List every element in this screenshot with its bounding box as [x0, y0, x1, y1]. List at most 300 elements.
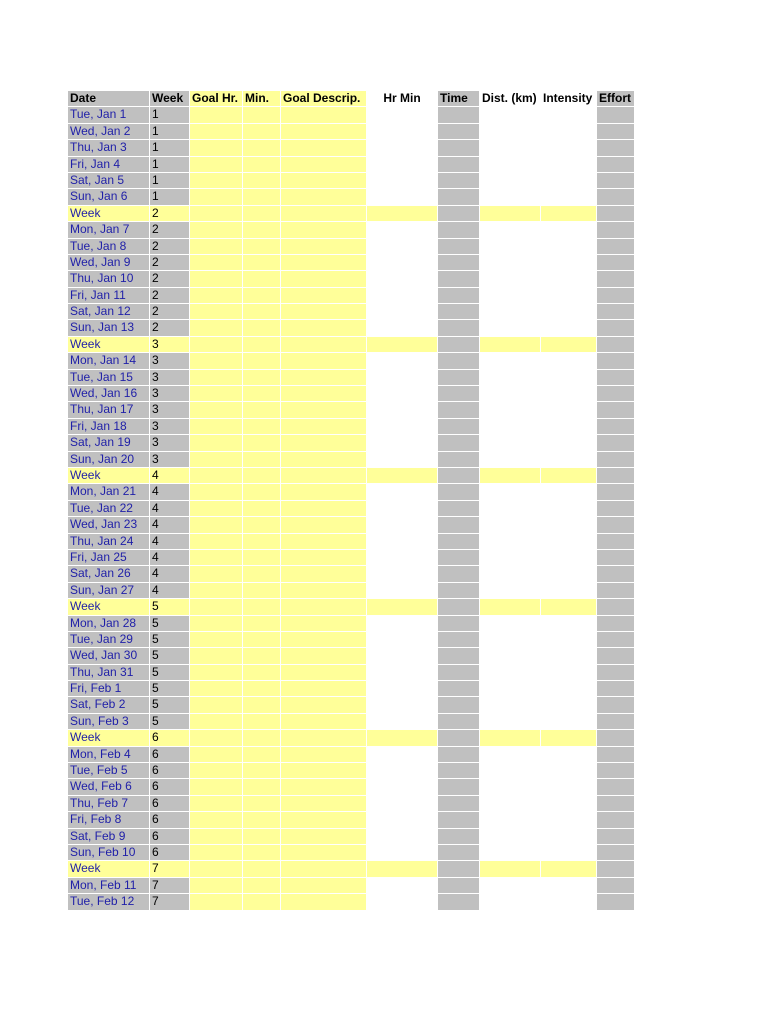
- cell-date[interactable]: Week: [68, 730, 150, 746]
- cell-hr-min[interactable]: [367, 353, 438, 369]
- cell-effort[interactable]: [597, 681, 635, 697]
- cell-intensity[interactable]: [541, 681, 597, 697]
- cell-effort[interactable]: [597, 796, 635, 812]
- cell-intensity[interactable]: [541, 337, 597, 353]
- cell-goal-min[interactable]: [243, 599, 281, 615]
- cell-goal-hr[interactable]: [190, 484, 243, 500]
- cell-goal-hr[interactable]: [190, 665, 243, 681]
- cell-intensity[interactable]: [541, 517, 597, 533]
- cell-hr-min[interactable]: [367, 665, 438, 681]
- cell-dist-km[interactable]: [480, 173, 541, 189]
- cell-hr-min[interactable]: [367, 697, 438, 713]
- cell-week[interactable]: 3: [150, 419, 190, 435]
- cell-week[interactable]: 6: [150, 730, 190, 746]
- cell-intensity[interactable]: [541, 353, 597, 369]
- cell-date[interactable]: Wed, Jan 16: [68, 386, 150, 402]
- cell-time[interactable]: [438, 894, 480, 910]
- cell-intensity[interactable]: [541, 616, 597, 632]
- cell-dist-km[interactable]: [480, 845, 541, 861]
- cell-hr-min[interactable]: [367, 337, 438, 353]
- cell-effort[interactable]: [597, 353, 635, 369]
- cell-week[interactable]: 7: [150, 894, 190, 910]
- cell-time[interactable]: [438, 435, 480, 451]
- cell-intensity[interactable]: [541, 419, 597, 435]
- cell-goal-hr[interactable]: [190, 452, 243, 468]
- cell-date[interactable]: Mon, Jan 7: [68, 222, 150, 238]
- cell-intensity[interactable]: [541, 829, 597, 845]
- cell-time[interactable]: [438, 370, 480, 386]
- cell-intensity[interactable]: [541, 747, 597, 763]
- cell-date[interactable]: Fri, Jan 4: [68, 157, 150, 173]
- cell-goal-descrip[interactable]: [281, 779, 367, 795]
- cell-date[interactable]: Thu, Jan 10: [68, 271, 150, 287]
- cell-effort[interactable]: [597, 714, 635, 730]
- cell-hr-min[interactable]: [367, 812, 438, 828]
- cell-week[interactable]: 1: [150, 124, 190, 140]
- cell-hr-min[interactable]: [367, 124, 438, 140]
- cell-week[interactable]: 2: [150, 320, 190, 336]
- cell-effort[interactable]: [597, 255, 635, 271]
- cell-goal-descrip[interactable]: [281, 222, 367, 238]
- cell-goal-hr[interactable]: [190, 779, 243, 795]
- cell-goal-hr[interactable]: [190, 599, 243, 615]
- cell-date[interactable]: Fri, Feb 8: [68, 812, 150, 828]
- cell-time[interactable]: [438, 402, 480, 418]
- cell-time[interactable]: [438, 697, 480, 713]
- cell-dist-km[interactable]: [480, 386, 541, 402]
- cell-hr-min[interactable]: [367, 419, 438, 435]
- cell-goal-min[interactable]: [243, 386, 281, 402]
- cell-date[interactable]: Fri, Feb 1: [68, 681, 150, 697]
- cell-time[interactable]: [438, 157, 480, 173]
- cell-hr-min[interactable]: [367, 861, 438, 877]
- cell-goal-descrip[interactable]: [281, 288, 367, 304]
- cell-week[interactable]: 5: [150, 697, 190, 713]
- header-intensity[interactable]: Intensity: [541, 91, 597, 107]
- cell-date[interactable]: Sat, Feb 2: [68, 697, 150, 713]
- cell-week[interactable]: 4: [150, 517, 190, 533]
- cell-time[interactable]: [438, 271, 480, 287]
- cell-dist-km[interactable]: [480, 452, 541, 468]
- cell-dist-km[interactable]: [480, 714, 541, 730]
- cell-effort[interactable]: [597, 878, 635, 894]
- cell-week[interactable]: 6: [150, 779, 190, 795]
- cell-time[interactable]: [438, 779, 480, 795]
- cell-goal-hr[interactable]: [190, 255, 243, 271]
- cell-week[interactable]: 5: [150, 616, 190, 632]
- cell-effort[interactable]: [597, 550, 635, 566]
- cell-date[interactable]: Tue, Jan 8: [68, 239, 150, 255]
- cell-hr-min[interactable]: [367, 435, 438, 451]
- cell-goal-min[interactable]: [243, 812, 281, 828]
- cell-goal-min[interactable]: [243, 501, 281, 517]
- cell-goal-min[interactable]: [243, 730, 281, 746]
- cell-week[interactable]: 1: [150, 173, 190, 189]
- cell-hr-min[interactable]: [367, 829, 438, 845]
- cell-effort[interactable]: [597, 861, 635, 877]
- cell-dist-km[interactable]: [480, 779, 541, 795]
- cell-intensity[interactable]: [541, 468, 597, 484]
- cell-intensity[interactable]: [541, 157, 597, 173]
- cell-dist-km[interactable]: [480, 189, 541, 205]
- cell-hr-min[interactable]: [367, 452, 438, 468]
- cell-goal-min[interactable]: [243, 878, 281, 894]
- cell-week[interactable]: 7: [150, 878, 190, 894]
- cell-week[interactable]: 5: [150, 632, 190, 648]
- cell-goal-descrip[interactable]: [281, 255, 367, 271]
- cell-goal-hr[interactable]: [190, 271, 243, 287]
- cell-effort[interactable]: [597, 419, 635, 435]
- cell-effort[interactable]: [597, 124, 635, 140]
- cell-week[interactable]: 6: [150, 845, 190, 861]
- cell-week[interactable]: 4: [150, 534, 190, 550]
- cell-hr-min[interactable]: [367, 173, 438, 189]
- cell-dist-km[interactable]: [480, 140, 541, 156]
- cell-time[interactable]: [438, 829, 480, 845]
- cell-time[interactable]: [438, 632, 480, 648]
- cell-hr-min[interactable]: [367, 845, 438, 861]
- cell-dist-km[interactable]: [480, 157, 541, 173]
- cell-goal-hr[interactable]: [190, 386, 243, 402]
- cell-goal-min[interactable]: [243, 583, 281, 599]
- cell-goal-min[interactable]: [243, 861, 281, 877]
- cell-effort[interactable]: [597, 288, 635, 304]
- cell-time[interactable]: [438, 517, 480, 533]
- cell-goal-hr[interactable]: [190, 747, 243, 763]
- cell-goal-hr[interactable]: [190, 845, 243, 861]
- cell-goal-descrip[interactable]: [281, 370, 367, 386]
- cell-intensity[interactable]: [541, 386, 597, 402]
- cell-goal-min[interactable]: [243, 665, 281, 681]
- cell-hr-min[interactable]: [367, 288, 438, 304]
- cell-date[interactable]: Tue, Jan 15: [68, 370, 150, 386]
- cell-intensity[interactable]: [541, 632, 597, 648]
- cell-time[interactable]: [438, 419, 480, 435]
- cell-effort[interactable]: [597, 730, 635, 746]
- cell-dist-km[interactable]: [480, 730, 541, 746]
- cell-intensity[interactable]: [541, 124, 597, 140]
- cell-time[interactable]: [438, 665, 480, 681]
- cell-effort[interactable]: [597, 894, 635, 910]
- cell-dist-km[interactable]: [480, 337, 541, 353]
- cell-time[interactable]: [438, 747, 480, 763]
- cell-goal-min[interactable]: [243, 157, 281, 173]
- cell-dist-km[interactable]: [480, 763, 541, 779]
- cell-intensity[interactable]: [541, 845, 597, 861]
- cell-effort[interactable]: [597, 140, 635, 156]
- cell-goal-min[interactable]: [243, 714, 281, 730]
- cell-time[interactable]: [438, 599, 480, 615]
- cell-dist-km[interactable]: [480, 599, 541, 615]
- cell-goal-descrip[interactable]: [281, 829, 367, 845]
- cell-goal-min[interactable]: [243, 796, 281, 812]
- cell-intensity[interactable]: [541, 140, 597, 156]
- cell-effort[interactable]: [597, 812, 635, 828]
- cell-goal-descrip[interactable]: [281, 337, 367, 353]
- cell-time[interactable]: [438, 714, 480, 730]
- cell-hr-min[interactable]: [367, 681, 438, 697]
- cell-dist-km[interactable]: [480, 648, 541, 664]
- cell-goal-hr[interactable]: [190, 894, 243, 910]
- cell-dist-km[interactable]: [480, 124, 541, 140]
- cell-hr-min[interactable]: [367, 566, 438, 582]
- cell-date[interactable]: Week: [68, 206, 150, 222]
- cell-goal-min[interactable]: [243, 189, 281, 205]
- cell-goal-descrip[interactable]: [281, 271, 367, 287]
- cell-goal-hr[interactable]: [190, 124, 243, 140]
- cell-goal-hr[interactable]: [190, 173, 243, 189]
- cell-intensity[interactable]: [541, 239, 597, 255]
- cell-goal-hr[interactable]: [190, 320, 243, 336]
- cell-goal-min[interactable]: [243, 288, 281, 304]
- cell-effort[interactable]: [597, 616, 635, 632]
- cell-effort[interactable]: [597, 468, 635, 484]
- header-time[interactable]: Time: [438, 91, 480, 107]
- cell-effort[interactable]: [597, 107, 635, 123]
- cell-goal-descrip[interactable]: [281, 714, 367, 730]
- cell-date[interactable]: Tue, Feb 12: [68, 894, 150, 910]
- cell-goal-hr[interactable]: [190, 681, 243, 697]
- cell-hr-min[interactable]: [367, 796, 438, 812]
- header-date[interactable]: Date: [68, 91, 150, 107]
- cell-intensity[interactable]: [541, 320, 597, 336]
- cell-dist-km[interactable]: [480, 861, 541, 877]
- cell-time[interactable]: [438, 140, 480, 156]
- cell-dist-km[interactable]: [480, 107, 541, 123]
- cell-week[interactable]: 1: [150, 107, 190, 123]
- cell-effort[interactable]: [597, 648, 635, 664]
- cell-week[interactable]: 7: [150, 861, 190, 877]
- cell-date[interactable]: Mon, Jan 14: [68, 353, 150, 369]
- cell-dist-km[interactable]: [480, 632, 541, 648]
- cell-effort[interactable]: [597, 370, 635, 386]
- cell-date[interactable]: Fri, Jan 25: [68, 550, 150, 566]
- cell-time[interactable]: [438, 468, 480, 484]
- cell-date[interactable]: Fri, Jan 11: [68, 288, 150, 304]
- cell-week[interactable]: 2: [150, 239, 190, 255]
- cell-goal-min[interactable]: [243, 517, 281, 533]
- cell-time[interactable]: [438, 878, 480, 894]
- cell-dist-km[interactable]: [480, 271, 541, 287]
- cell-dist-km[interactable]: [480, 829, 541, 845]
- cell-time[interactable]: [438, 304, 480, 320]
- cell-goal-hr[interactable]: [190, 566, 243, 582]
- cell-date[interactable]: Week: [68, 337, 150, 353]
- cell-intensity[interactable]: [541, 107, 597, 123]
- cell-date[interactable]: Sat, Jan 26: [68, 566, 150, 582]
- cell-dist-km[interactable]: [480, 402, 541, 418]
- cell-goal-min[interactable]: [243, 747, 281, 763]
- cell-week[interactable]: 6: [150, 812, 190, 828]
- cell-effort[interactable]: [597, 435, 635, 451]
- header-goal-hr[interactable]: Goal Hr.: [190, 91, 243, 107]
- cell-date[interactable]: Thu, Jan 3: [68, 140, 150, 156]
- cell-intensity[interactable]: [541, 894, 597, 910]
- cell-goal-min[interactable]: [243, 484, 281, 500]
- cell-date[interactable]: Thu, Jan 17: [68, 402, 150, 418]
- cell-time[interactable]: [438, 730, 480, 746]
- cell-goal-hr[interactable]: [190, 796, 243, 812]
- cell-effort[interactable]: [597, 599, 635, 615]
- cell-dist-km[interactable]: [480, 697, 541, 713]
- cell-week[interactable]: 5: [150, 714, 190, 730]
- cell-week[interactable]: 4: [150, 468, 190, 484]
- cell-date[interactable]: Week: [68, 599, 150, 615]
- cell-effort[interactable]: [597, 763, 635, 779]
- cell-goal-descrip[interactable]: [281, 665, 367, 681]
- cell-goal-descrip[interactable]: [281, 632, 367, 648]
- cell-time[interactable]: [438, 566, 480, 582]
- cell-hr-min[interactable]: [367, 550, 438, 566]
- cell-dist-km[interactable]: [480, 304, 541, 320]
- cell-week[interactable]: 2: [150, 271, 190, 287]
- cell-hr-min[interactable]: [367, 402, 438, 418]
- cell-time[interactable]: [438, 173, 480, 189]
- cell-goal-descrip[interactable]: [281, 124, 367, 140]
- cell-hr-min[interactable]: [367, 747, 438, 763]
- cell-effort[interactable]: [597, 845, 635, 861]
- cell-effort[interactable]: [597, 337, 635, 353]
- cell-goal-min[interactable]: [243, 337, 281, 353]
- cell-date[interactable]: Wed, Jan 23: [68, 517, 150, 533]
- cell-goal-hr[interactable]: [190, 140, 243, 156]
- cell-goal-descrip[interactable]: [281, 894, 367, 910]
- cell-goal-min[interactable]: [243, 435, 281, 451]
- cell-goal-descrip[interactable]: [281, 730, 367, 746]
- cell-week[interactable]: 2: [150, 206, 190, 222]
- cell-intensity[interactable]: [541, 452, 597, 468]
- cell-hr-min[interactable]: [367, 878, 438, 894]
- cell-time[interactable]: [438, 501, 480, 517]
- cell-goal-min[interactable]: [243, 173, 281, 189]
- cell-goal-descrip[interactable]: [281, 189, 367, 205]
- cell-goal-descrip[interactable]: [281, 173, 367, 189]
- cell-goal-descrip[interactable]: [281, 501, 367, 517]
- cell-time[interactable]: [438, 206, 480, 222]
- cell-goal-hr[interactable]: [190, 829, 243, 845]
- cell-hr-min[interactable]: [367, 255, 438, 271]
- cell-hr-min[interactable]: [367, 534, 438, 550]
- cell-week[interactable]: 3: [150, 353, 190, 369]
- cell-intensity[interactable]: [541, 534, 597, 550]
- cell-intensity[interactable]: [541, 402, 597, 418]
- cell-goal-hr[interactable]: [190, 157, 243, 173]
- cell-goal-hr[interactable]: [190, 239, 243, 255]
- cell-dist-km[interactable]: [480, 255, 541, 271]
- cell-time[interactable]: [438, 386, 480, 402]
- cell-goal-hr[interactable]: [190, 402, 243, 418]
- cell-week[interactable]: 3: [150, 370, 190, 386]
- cell-dist-km[interactable]: [480, 288, 541, 304]
- cell-dist-km[interactable]: [480, 222, 541, 238]
- cell-intensity[interactable]: [541, 189, 597, 205]
- cell-time[interactable]: [438, 616, 480, 632]
- cell-goal-min[interactable]: [243, 140, 281, 156]
- cell-intensity[interactable]: [541, 583, 597, 599]
- cell-goal-descrip[interactable]: [281, 845, 367, 861]
- cell-goal-hr[interactable]: [190, 861, 243, 877]
- cell-goal-hr[interactable]: [190, 206, 243, 222]
- cell-date[interactable]: Tue, Jan 29: [68, 632, 150, 648]
- cell-time[interactable]: [438, 124, 480, 140]
- cell-effort[interactable]: [597, 386, 635, 402]
- cell-date[interactable]: Sun, Jan 20: [68, 452, 150, 468]
- cell-intensity[interactable]: [541, 763, 597, 779]
- cell-date[interactable]: Wed, Feb 6: [68, 779, 150, 795]
- cell-goal-min[interactable]: [243, 534, 281, 550]
- cell-date[interactable]: Sat, Jan 5: [68, 173, 150, 189]
- cell-goal-descrip[interactable]: [281, 304, 367, 320]
- cell-goal-hr[interactable]: [190, 697, 243, 713]
- header-week[interactable]: Week: [150, 91, 190, 107]
- cell-goal-hr[interactable]: [190, 501, 243, 517]
- cell-goal-hr[interactable]: [190, 583, 243, 599]
- cell-date[interactable]: Wed, Jan 30: [68, 648, 150, 664]
- cell-effort[interactable]: [597, 402, 635, 418]
- cell-effort[interactable]: [597, 697, 635, 713]
- cell-goal-descrip[interactable]: [281, 320, 367, 336]
- cell-hr-min[interactable]: [367, 517, 438, 533]
- cell-goal-hr[interactable]: [190, 304, 243, 320]
- cell-dist-km[interactable]: [480, 796, 541, 812]
- cell-goal-min[interactable]: [243, 320, 281, 336]
- cell-dist-km[interactable]: [480, 812, 541, 828]
- cell-effort[interactable]: [597, 829, 635, 845]
- cell-hr-min[interactable]: [367, 206, 438, 222]
- cell-effort[interactable]: [597, 320, 635, 336]
- cell-time[interactable]: [438, 452, 480, 468]
- cell-goal-min[interactable]: [243, 222, 281, 238]
- cell-date[interactable]: Mon, Feb 4: [68, 747, 150, 763]
- cell-hr-min[interactable]: [367, 386, 438, 402]
- cell-goal-min[interactable]: [243, 845, 281, 861]
- cell-effort[interactable]: [597, 517, 635, 533]
- cell-goal-hr[interactable]: [190, 632, 243, 648]
- cell-hr-min[interactable]: [367, 239, 438, 255]
- cell-date[interactable]: Sat, Jan 19: [68, 435, 150, 451]
- cell-goal-min[interactable]: [243, 648, 281, 664]
- cell-intensity[interactable]: [541, 255, 597, 271]
- cell-hr-min[interactable]: [367, 157, 438, 173]
- cell-dist-km[interactable]: [480, 419, 541, 435]
- cell-effort[interactable]: [597, 501, 635, 517]
- cell-time[interactable]: [438, 484, 480, 500]
- cell-goal-descrip[interactable]: [281, 648, 367, 664]
- cell-intensity[interactable]: [541, 484, 597, 500]
- cell-goal-descrip[interactable]: [281, 419, 367, 435]
- cell-time[interactable]: [438, 107, 480, 123]
- cell-goal-descrip[interactable]: [281, 386, 367, 402]
- cell-date[interactable]: Wed, Jan 9: [68, 255, 150, 271]
- cell-effort[interactable]: [597, 665, 635, 681]
- cell-effort[interactable]: [597, 452, 635, 468]
- cell-dist-km[interactable]: [480, 435, 541, 451]
- cell-effort[interactable]: [597, 779, 635, 795]
- cell-goal-hr[interactable]: [190, 812, 243, 828]
- cell-dist-km[interactable]: [480, 353, 541, 369]
- cell-goal-min[interactable]: [243, 370, 281, 386]
- cell-date[interactable]: Sun, Feb 3: [68, 714, 150, 730]
- cell-time[interactable]: [438, 320, 480, 336]
- cell-goal-descrip[interactable]: [281, 468, 367, 484]
- cell-effort[interactable]: [597, 206, 635, 222]
- cell-date[interactable]: Mon, Jan 28: [68, 616, 150, 632]
- cell-effort[interactable]: [597, 173, 635, 189]
- header-dist-km[interactable]: Dist. (km): [480, 91, 541, 107]
- cell-goal-min[interactable]: [243, 452, 281, 468]
- cell-dist-km[interactable]: [480, 878, 541, 894]
- cell-effort[interactable]: [597, 484, 635, 500]
